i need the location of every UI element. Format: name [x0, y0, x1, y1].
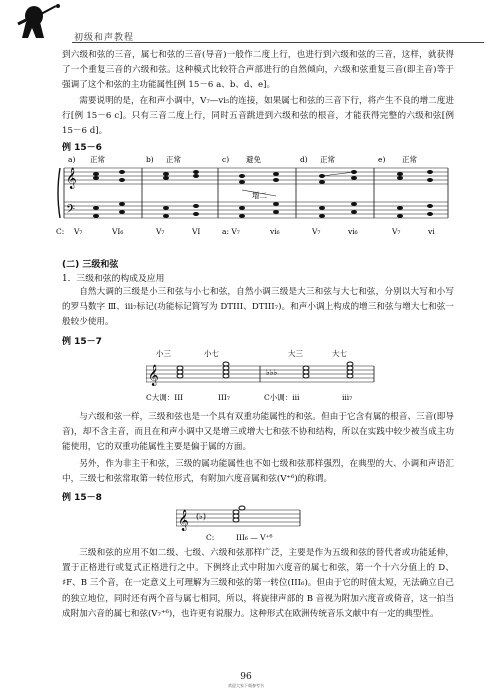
label-minor-triad: 小三 — [156, 349, 171, 358]
example-15-6-word-c: 避免 — [246, 155, 261, 164]
paragraph-2: 需要说明的是，在和声小调中，V₇—vi₅的连接，如果属七和弦的三音下行，将产生不良的增二度进行[例 15－6 c]。只有三音二度上行，同时五音跳进到六级和弦的根音，才能获得完整的六级和弦[例 15－6 d]。 — [62, 96, 454, 137]
subsection-title: 1．三级和弦的构成及应用 — [62, 274, 165, 284]
svg-text:𝄞: 𝄞 — [178, 510, 189, 531]
example-15-8-key: C: — [206, 533, 215, 542]
page-number: 96 — [240, 672, 252, 682]
svg-text:(♭): (♭) — [196, 512, 207, 521]
example-15-6-score — [56, 150, 456, 250]
conductor-mascot-icon — [14, 4, 64, 42]
label-c-minor-iii: C小调：iii — [264, 393, 300, 402]
paragraph-4: 与六级和弦一样，三级和弦也是一个具有双重功能属性的和弦。但由于它含有属的根音、三音(即导音)，却不含主音，而且在和声小调中又是增三或增大七和弦不协和结构，所以在实践中较少被当成主功能使用，它的双重功能属性主要是偏于属的方面。 — [62, 412, 454, 453]
example-15-8-score — [176, 504, 306, 548]
page-header — [8, 4, 484, 44]
label-major-seventh: 大七 — [332, 349, 347, 358]
label-c-major-III: C大调：III — [146, 393, 184, 402]
example-15-6-label: 例 15－6 — [62, 143, 102, 153]
svg-text:𝄢: 𝄢 — [66, 203, 76, 219]
augmented-second-label: 增二 — [252, 191, 267, 200]
example-15-6-key: C: — [56, 227, 65, 236]
book-title: 初级和声教程 — [74, 33, 135, 43]
example-15-8-roman: III₆ — V⁺⁶ — [236, 533, 273, 542]
example-15-6-section-e: e) — [378, 155, 386, 164]
example-15-6-section-a: a) — [68, 155, 76, 164]
roman-6: vi₆ — [270, 227, 280, 236]
roman-10: vi — [428, 227, 435, 236]
example-15-6-section-c: c) — [222, 155, 230, 164]
roman-2: VI₆ — [112, 227, 124, 236]
svg-text:𝄞: 𝄞 — [66, 168, 77, 189]
paragraph-3: 自然大调的三级是小三和弦与小七和弦，自然小调三级是大三和弦与大七和弦，分别以大写和小写的罗马数字 Ⅲ、iii₇标记(功能标记简写为 DTIII、DTIII₇)。和声小调上构成的增三和弦与增大七和弦一般较少使用。 — [62, 287, 454, 328]
roman-8: vi₆ — [348, 227, 358, 236]
paragraph-6: 三级和弦的应用不如二级、七级、六级和弦那样广泛，主要是作为五级和弦的替代者或功能延伸，置于正格进行或复式正格进行之中。下例终止式中附加六度音的属七和弦，第一个十六分值上的 D、♯F、B 三个音，在一定意义上可理解为三级和弦的第一转位(III₆)。但由于它的时值太短，无法确立自己的独立地位，同时还有两个音与属七相同，所以，将旋律声部的 B 音视为附加六度音或倚音，这一拍当成附加六音的属七和弦(V₇⁺⁶)，也许更有说服力。这种形式在欧洲传统音乐文献中有一定的典型性。 — [62, 548, 454, 619]
roman-7: V₇ — [312, 227, 321, 236]
roman-4: VI — [192, 227, 201, 236]
svg-text:𝄞: 𝄞 — [148, 365, 159, 386]
example-15-8-label: 例 15－8 — [62, 493, 102, 503]
label-minor-seventh: 小七 — [204, 349, 219, 358]
paragraph-5: 另外，作为非主干和弦，三级的属功能属性也不如七级和弦那样强烈，在典型的大、小调和声语汇中，三级七和弦常取第一转位形式，有附加六度音属和弦(V⁺⁶)的称谓。 — [62, 459, 454, 485]
example-15-6-section-d: d) — [300, 155, 308, 164]
section-title-third-chord: (二) 三级和弦 — [62, 260, 119, 270]
publisher-footer: 欢迎大家下载参考书 — [228, 683, 264, 688]
example-15-6-word-d: 正常 — [320, 155, 335, 164]
roman-9: V₇ — [392, 227, 401, 236]
roman-5: a: V₇ — [222, 227, 240, 236]
roman-3: V₇ — [156, 227, 165, 236]
header-rule — [72, 42, 484, 43]
example-15-7-label: 例 15－7 — [62, 337, 102, 347]
example-15-6-word-b: 正常 — [166, 155, 181, 164]
example-15-7-score — [146, 348, 376, 408]
roman-1: V₇ — [74, 227, 83, 236]
example-15-6-section-b: b) — [146, 155, 154, 164]
svg-text:♭♭♭: ♭♭♭ — [266, 368, 278, 377]
example-15-6-word-a: 正常 — [90, 155, 105, 164]
label-iii7: iii₇ — [342, 393, 353, 402]
paragraph-1: 到六级和弦的三音，属七和弦的三音(导音)一般作二度上行，也进行到六级和弦的三音，这样，就获得了一个重复三音的六级和弦。这种模式比较符合声部进行的自然倾向，六级和弦重复三音(即主音)等于强调了这个和弦的主功能属性[例 15－6 a、b、d、e]。 — [62, 50, 454, 91]
label-major-triad: 大三 — [288, 349, 303, 358]
label-III7: III₇ — [218, 393, 230, 402]
example-15-6-word-e: 正常 — [402, 155, 417, 164]
